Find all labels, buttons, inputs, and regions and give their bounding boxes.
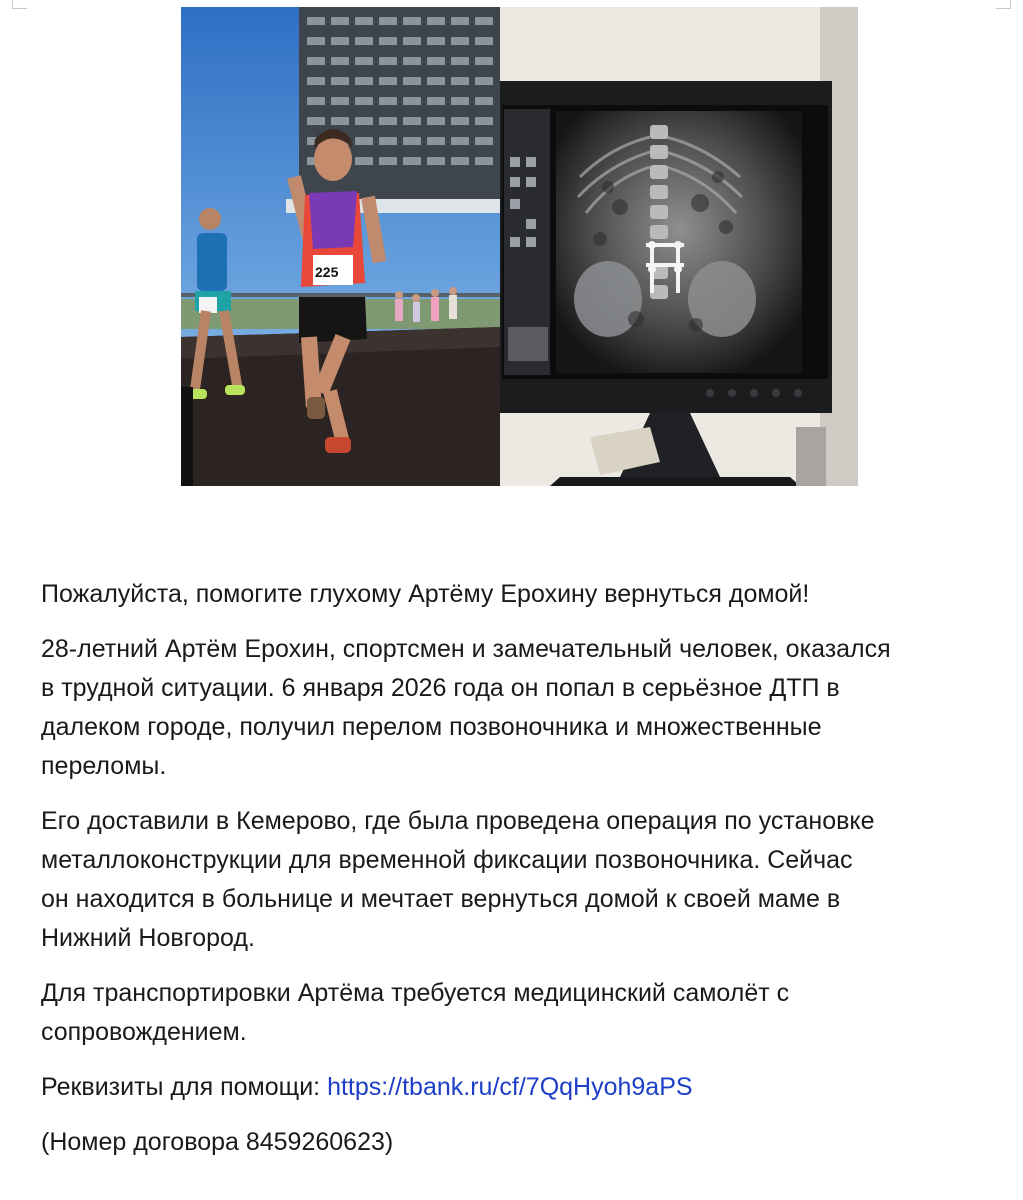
paragraph-accident-line: 28-летний Артём Ерохин, спортсмен и замечательный человек, оказался bbox=[41, 635, 891, 663]
xray-monitor-photo-icon bbox=[500, 7, 858, 486]
runner-photo bbox=[181, 7, 500, 486]
paragraph-accident-line: далеком городе, получил перелом позвоночника и множественные bbox=[41, 713, 822, 741]
paragraph-transport-line: сопровождением. bbox=[41, 1018, 247, 1046]
requisites-line bbox=[41, 1068, 1006, 1107]
bib-number: 225 bbox=[315, 264, 339, 280]
runner-photo-icon bbox=[181, 7, 500, 486]
paragraph-transport bbox=[41, 974, 1006, 1052]
paragraph-treatment-line: металлоконструкции для временной фиксации позвоночника. Сейчас bbox=[41, 846, 853, 874]
paragraph-treatment-line: он находится в больнице и мечтает вернуться домой к своей маме в bbox=[41, 885, 841, 913]
page-corner-mark-left bbox=[12, 0, 27, 9]
paragraph-accident bbox=[41, 630, 1006, 786]
requisites-label: Реквизиты для помощи: bbox=[41, 1073, 328, 1101]
paragraph-accident-line: переломы. bbox=[41, 752, 167, 780]
photo-collage bbox=[181, 7, 858, 486]
paragraph-treatment bbox=[41, 802, 1006, 958]
paragraph-treatment-line: Нижний Новгород. bbox=[41, 924, 255, 952]
contract-number: (Номер договора 8459260623) bbox=[41, 1128, 394, 1156]
paragraph-treatment-line: Его доставили в Кемерово, где была проведена операция по установке bbox=[41, 807, 875, 835]
page-corner-mark-right bbox=[996, 0, 1011, 9]
paragraph-accident-line: в трудной ситуации. 6 января 2026 года он попал в серьёзное ДТП в bbox=[41, 674, 840, 702]
donation-link[interactable]: https://tbank.ru/cf/7QqHyoh9aPS bbox=[327, 1073, 693, 1101]
headline: Пожалуйста, помогите глухому Артёму Ерохину вернуться домой! bbox=[41, 580, 810, 608]
paragraph-transport-line: Для транспортировки Артёма требуется медицинский самолёт с bbox=[41, 979, 790, 1007]
xray-monitor-photo bbox=[500, 7, 858, 486]
appeal-text bbox=[41, 575, 1006, 1178]
